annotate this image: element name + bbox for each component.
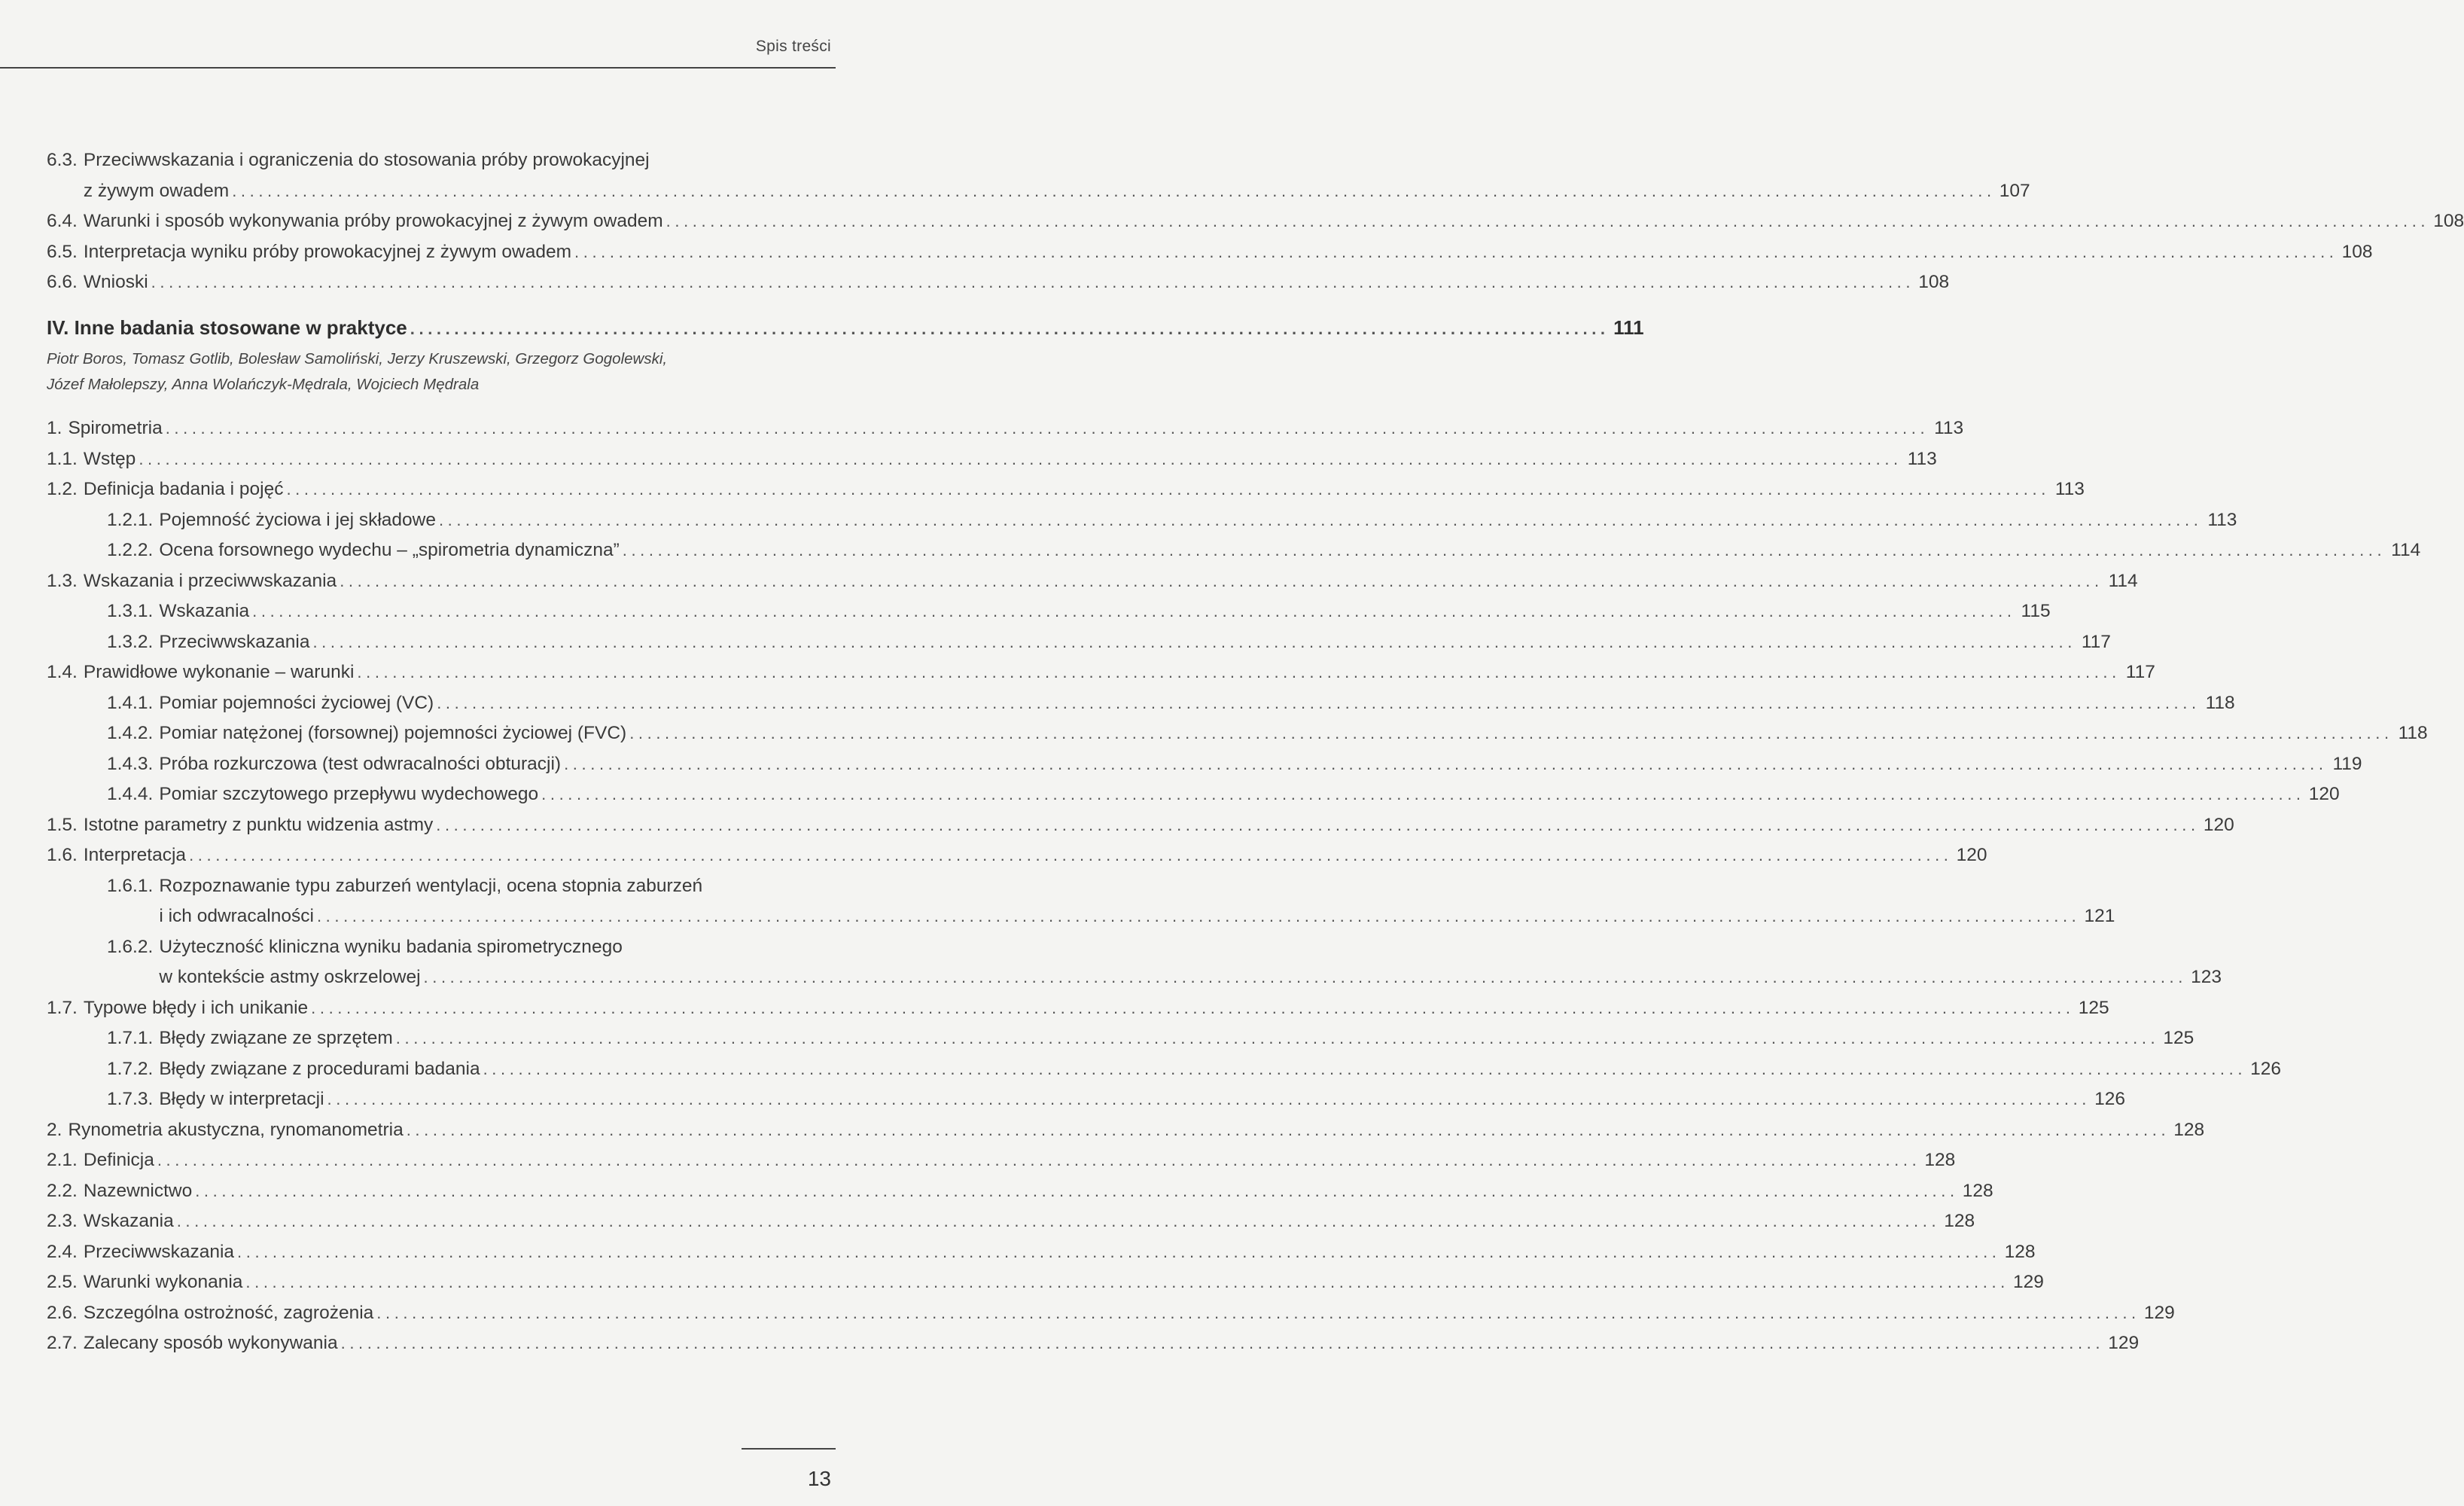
toc-entry-number: 1. bbox=[47, 418, 62, 438]
toc-entry-title: Pomiar szczytowego przepływu wydechowego bbox=[159, 784, 539, 804]
toc-entry[interactable] bbox=[107, 782, 2340, 807]
toc-entry-page: 117 bbox=[2081, 631, 2111, 652]
toc-entry-number: 2.3. bbox=[47, 1211, 78, 1231]
toc-entry-page: 128 bbox=[1962, 1180, 1993, 1201]
toc-entry-number: 6.3. bbox=[47, 150, 78, 170]
toc-leader: ........................................................................................................................................................................................................ bbox=[252, 602, 2016, 620]
toc-entry-number: 1.1. bbox=[47, 448, 78, 469]
toc-leader: ........................................................................................................................................................................................................ bbox=[541, 785, 2305, 803]
toc-entry-title: Przeciwwskazania bbox=[159, 631, 310, 652]
toc-entry[interactable] bbox=[107, 1056, 2282, 1082]
toc-entry[interactable] bbox=[47, 1178, 1993, 1204]
toc-entry[interactable] bbox=[47, 209, 2464, 234]
toc-entry-number: 1.4.1. bbox=[107, 692, 154, 713]
toc-entry-page: 117 bbox=[2125, 662, 2155, 682]
toc-entry[interactable] bbox=[107, 1026, 2194, 1051]
toc-entry[interactable] bbox=[107, 721, 2428, 746]
toc-entry-title: Wskazania bbox=[83, 1211, 174, 1231]
toc-entry-number: 6.4. bbox=[47, 211, 78, 232]
header-rule bbox=[0, 67, 836, 69]
toc-leader: ........................................................................................................................................................................................................ bbox=[564, 754, 2328, 773]
toc-entry-page: 113 bbox=[2207, 509, 2237, 530]
toc-entry-number: 2.6. bbox=[47, 1302, 78, 1323]
toc-entry-page: 126 bbox=[2094, 1089, 2126, 1109]
toc-entry[interactable] bbox=[47, 148, 831, 173]
page-number: 13 bbox=[807, 1467, 831, 1490]
toc-entry-title: Przeciwwskazania i ograniczenia do stosowania próby prowokacyjnej bbox=[83, 150, 650, 170]
toc-entry-title: Interpretacja wyniku próby prowokacyjnej z żywym owadem bbox=[83, 241, 572, 262]
toc-entry-page: 125 bbox=[2163, 1028, 2194, 1048]
toc-entry-number: 2.7. bbox=[47, 1333, 78, 1353]
toc-entry-page: 121 bbox=[2084, 906, 2115, 926]
toc-entry-title: Błędy związane z procedurami badania bbox=[159, 1058, 480, 1079]
toc-entry-title: Błędy w interpretacji bbox=[159, 1089, 324, 1109]
toc-entry[interactable] bbox=[107, 538, 2421, 563]
toc-leader: ........................................................................................................................................................................................................ bbox=[139, 449, 1902, 468]
toc-entry-title: Ocena forsownego wydechu – „spirometria dynamiczna” bbox=[159, 540, 620, 560]
toc-leader: ........................................................................................................................................................................................................ bbox=[286, 480, 2050, 498]
toc-leader: ........................................................................................................................................................................................................ bbox=[327, 1090, 2091, 1108]
toc-entry-number: 6.5. bbox=[47, 241, 78, 262]
toc-leader: ........................................................................................................................................................................................................ bbox=[151, 273, 1915, 292]
toc-entry-number: 1.3. bbox=[47, 570, 78, 591]
toc-entry-page: 128 bbox=[1944, 1211, 1975, 1231]
toc-entry-title: Szczególna ostrożność, zagrożenia bbox=[83, 1302, 374, 1323]
toc-leader: ........................................................................................................................................................................................................ bbox=[483, 1059, 2247, 1078]
toc-leader: ........................................................................................................................................................................................................ bbox=[237, 1242, 2001, 1261]
toc-entry[interactable] bbox=[47, 1270, 2044, 1295]
toc-leader: ........................................................................................................................................................................................................ bbox=[312, 632, 2076, 651]
toc-entry-title: Wstęp bbox=[83, 448, 136, 469]
toc-entry[interactable] bbox=[107, 508, 2237, 533]
toc-entry[interactable] bbox=[107, 630, 2111, 655]
toc-entry-title: Wskazania i przeciwwskazania bbox=[83, 570, 337, 591]
toc-entry-number: 1.3.1. bbox=[107, 601, 154, 621]
toc-entry-page: 120 bbox=[2308, 784, 2340, 804]
toc-entry-number: 2.4. bbox=[47, 1241, 78, 1262]
toc-leader: ........................................................................................................................................ bbox=[410, 319, 1610, 338]
toc-entry-number: 6.6. bbox=[47, 272, 78, 293]
toc-entry-page: 107 bbox=[1999, 180, 2030, 201]
toc-entry[interactable] bbox=[47, 1148, 1956, 1173]
toc-leader: ........................................................................................................................................................................................................ bbox=[195, 1181, 1959, 1200]
toc-entry-number: 1.7.2. bbox=[107, 1058, 154, 1079]
toc-entry-number: 1.5. bbox=[47, 814, 78, 835]
toc-leader: ........................................................................................................................................................................................................ bbox=[395, 1029, 2160, 1047]
toc-section-heading[interactable] bbox=[47, 315, 1644, 342]
toc-entry-title: Spirometria bbox=[68, 418, 163, 438]
toc-entry-number: 1.6. bbox=[47, 845, 78, 865]
toc-entry-title: Prawidłowe wykonanie – warunki bbox=[83, 662, 355, 682]
toc-entry-number: 1.4. bbox=[47, 662, 78, 682]
toc-entry-title: Pojemność życiowa i jej składowe bbox=[159, 509, 436, 530]
toc-entry-title: Nazewnictwo bbox=[83, 1180, 193, 1201]
toc-entry-page: 119 bbox=[2332, 753, 2362, 774]
toc-leader: ........................................................................................................................................................................................................ bbox=[423, 968, 2187, 986]
toc-entry-title: z żywym owadem bbox=[83, 180, 230, 201]
toc-leader: ........................................................................................................................................................................................................ bbox=[574, 242, 2338, 261]
toc-entry-title: Warunki i sposób wykonywania próby prowokacyjnej z żywym owadem bbox=[83, 211, 663, 232]
toc-entry-page: 118 bbox=[2205, 692, 2235, 713]
toc-entry-number: 1.2.1. bbox=[107, 509, 154, 530]
toc-entry[interactable] bbox=[107, 599, 2051, 624]
toc-entry-title: Interpretacja bbox=[83, 845, 187, 865]
toc-entry-number: 1.2.2. bbox=[107, 540, 154, 560]
toc-entry-page: 113 bbox=[2054, 479, 2085, 499]
toc-entry[interactable] bbox=[107, 1087, 2126, 1112]
toc-entry-title: Typowe błędy i ich unikanie bbox=[83, 997, 309, 1018]
toc-entry-title: Użyteczność kliniczna wyniku badania spirometrycznego bbox=[159, 936, 623, 957]
toc-entry-number: 1.2. bbox=[47, 479, 78, 499]
toc-entry-title: w kontekście astmy oskrzelowej bbox=[159, 967, 421, 987]
toc-entry[interactable] bbox=[107, 934, 831, 960]
toc-entry-page: 128 bbox=[2173, 1119, 2205, 1140]
section-authors-line-1: Piotr Boros, Tomasz Gotlib, Bolesław Samoliński, Jerzy Kruszewski, Grzegorz Gogolewski, bbox=[47, 350, 668, 367]
toc-entry[interactable] bbox=[107, 691, 2235, 716]
toc-entry-page: 108 bbox=[2433, 211, 2464, 232]
toc-entry-number: 1.7. bbox=[47, 997, 78, 1018]
toc-entry-page: 129 bbox=[2108, 1333, 2140, 1353]
toc-entry[interactable] bbox=[47, 1239, 2036, 1265]
toc-entry-number: 1.6.2. bbox=[107, 936, 154, 957]
toc-entry-number: 1.7.1. bbox=[107, 1028, 154, 1048]
toc-entry[interactable] bbox=[47, 239, 2373, 265]
toc-entry-page: 118 bbox=[2398, 723, 2428, 743]
toc-entry-page: 108 bbox=[1918, 272, 1950, 293]
running-head-title: Spis treści bbox=[755, 38, 831, 55]
toc-entry-page: 120 bbox=[1956, 845, 1987, 865]
toc-entry[interactable] bbox=[47, 1300, 2175, 1326]
toc-entry-title: Istotne parametry z punktu widzenia astmy bbox=[83, 814, 434, 835]
toc-entry-title: Wskazania bbox=[159, 601, 250, 621]
toc-entry-title: Warunki wykonania bbox=[83, 1272, 243, 1292]
toc-entry[interactable] bbox=[47, 1331, 2140, 1356]
toc-entry-page: 114 bbox=[2391, 540, 2421, 560]
toc-leader: ........................................................................................................................................................................................................ bbox=[376, 1303, 2140, 1322]
toc-entry[interactable] bbox=[47, 178, 2030, 204]
toc-entry-page: 129 bbox=[2012, 1272, 2044, 1292]
toc-leader: ........................................................................................................................................................................................................ bbox=[157, 1151, 1921, 1169]
toc-entry[interactable] bbox=[47, 660, 2155, 685]
toc-entry-page: 126 bbox=[2250, 1058, 2282, 1079]
toc-entry[interactable] bbox=[47, 1117, 2205, 1143]
toc-leader: ........................................................................................................................................................................................................ bbox=[622, 541, 2386, 559]
toc-entry-number: 1.4.3. bbox=[107, 753, 154, 774]
toc-entry-number: 2.1. bbox=[47, 1150, 78, 1170]
toc-leader: ........................................................................................................................................................................................................ bbox=[311, 998, 2075, 1017]
toc-entry-title: Próba rozkurczowa (test odwracalności obturacji) bbox=[159, 753, 562, 774]
toc-entry-page: 129 bbox=[2143, 1302, 2175, 1323]
toc-leader: ........................................................................................................................................................................................................ bbox=[438, 510, 2203, 529]
toc-entry-number: 1.4.2. bbox=[107, 723, 154, 743]
section-authors-line-2: Józef Małolepszy, Anna Wolańczyk-Mędrala, Wojciech Mędrala bbox=[47, 376, 480, 393]
toc-leader: ........................................................................................................................................................................................................ bbox=[629, 724, 2393, 742]
toc-entry[interactable] bbox=[47, 569, 2138, 594]
toc-leader: ........................................................................................................................................................................................................ bbox=[316, 907, 2081, 925]
toc-entry-number: 2.5. bbox=[47, 1272, 78, 1292]
toc-entry[interactable] bbox=[47, 416, 1964, 441]
toc-entry-number: 1.3.2. bbox=[107, 631, 154, 652]
toc-leader: ........................................................................................................................................................................................................ bbox=[357, 663, 2121, 681]
toc-entry[interactable] bbox=[107, 965, 2222, 990]
toc-leader: ........................................................................................................................................................................................................ bbox=[340, 1334, 2105, 1352]
toc-entry-page: 128 bbox=[2004, 1241, 2036, 1262]
toc-entry-title: Definicja badania i pojęć bbox=[83, 479, 284, 499]
toc-leader: ........................................................................................................................................................................................................ bbox=[436, 815, 2200, 834]
toc-entry-number: 1.6.1. bbox=[107, 875, 154, 896]
toc-leader: ........................................................................................................................................................................................................ bbox=[176, 1212, 1941, 1230]
toc-entry-title: Zalecany sposób wykonywania bbox=[83, 1333, 338, 1353]
toc-entry-page: 113 bbox=[1934, 418, 1964, 438]
toc-entry-number: 1.4.4. bbox=[107, 784, 154, 804]
toc-entry-page: 114 bbox=[2108, 570, 2138, 591]
toc-entry-page: 123 bbox=[2191, 967, 2222, 987]
toc-leader: ........................................................................................................................................................................................................ bbox=[340, 571, 2103, 590]
toc-entry[interactable] bbox=[47, 1209, 1975, 1234]
toc-entry-title: Definicja bbox=[83, 1150, 154, 1170]
toc-entry[interactable] bbox=[47, 270, 1950, 295]
toc-entry-number: 2. bbox=[47, 1119, 62, 1140]
toc-entry-page: 128 bbox=[1924, 1150, 1956, 1170]
toc-entry-title: Rozpoznawanie typu zaburzeń wentylacji, ocena stopnia zaburzeń bbox=[159, 875, 703, 896]
toc-entry-title: Pomiar natężonej (forsownej) pojemności życiowej (FVC) bbox=[159, 723, 627, 743]
toc-entry[interactable] bbox=[47, 447, 1937, 472]
toc-entry[interactable] bbox=[107, 904, 2115, 929]
toc-entry-number: 1.7.3. bbox=[107, 1089, 154, 1109]
toc-leader: ........................................................................................................................................................................................................ bbox=[232, 181, 1996, 200]
toc-entry[interactable] bbox=[107, 873, 831, 899]
toc-entry[interactable] bbox=[47, 812, 2234, 838]
toc-entry-title: Pomiar pojemności życiowej (VC) bbox=[159, 692, 434, 713]
footer-rule bbox=[742, 1448, 836, 1450]
toc-entry[interactable] bbox=[47, 843, 1987, 868]
toc-leader: ........................................................................................................................................................................................................ bbox=[437, 693, 2201, 712]
toc-leader: ........................................................................................................................................................................................................ bbox=[189, 846, 1953, 864]
toc-entry[interactable] bbox=[107, 751, 2362, 777]
toc-entry[interactable] bbox=[47, 477, 2085, 502]
toc-section-title: IV. Inne badania stosowane w praktyce bbox=[47, 316, 407, 339]
toc-entry-page: 120 bbox=[2203, 814, 2234, 835]
toc-entry-title: Przeciwwskazania bbox=[83, 1241, 235, 1262]
toc-section-page: 111 bbox=[1613, 316, 1644, 339]
toc-entry-page: 108 bbox=[2341, 241, 2373, 262]
toc-leader: ........................................................................................................................................................................................................ bbox=[165, 419, 1929, 437]
toc-leader: ........................................................................................................................................................................................................ bbox=[406, 1120, 2170, 1139]
toc-entry[interactable] bbox=[47, 995, 2109, 1021]
toc-leader: ........................................................................................................................................................................................................ bbox=[245, 1273, 2009, 1291]
toc-entry-number: 2.2. bbox=[47, 1180, 78, 1201]
toc-entry-title: Błędy związane ze sprzętem bbox=[159, 1028, 393, 1048]
toc-entry-title: Rynometria akustyczna, rynomanometria bbox=[68, 1119, 404, 1140]
toc-leader: ........................................................................................................................................................................................................ bbox=[665, 212, 2430, 231]
toc-entry-title: Wnioski bbox=[83, 272, 148, 293]
toc-entry-title: i ich odwracalności bbox=[159, 906, 314, 926]
toc-entry-page: 115 bbox=[2021, 601, 2051, 621]
toc-entry-page: 113 bbox=[1907, 448, 1937, 469]
toc-entry-page: 125 bbox=[2078, 997, 2109, 1018]
